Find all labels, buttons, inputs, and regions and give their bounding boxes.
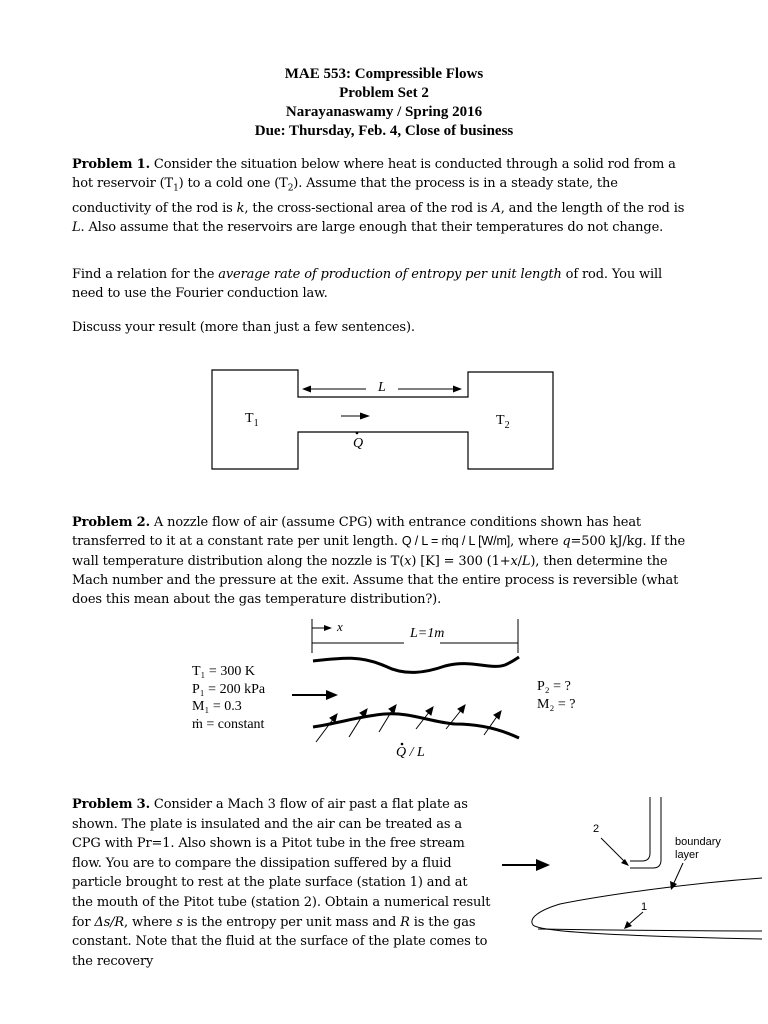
station2-leader bbox=[601, 838, 625, 862]
problem2-heading: Problem 2. bbox=[72, 515, 150, 530]
inlet-pressure: P₁ = 200 kPa bbox=[192, 682, 266, 697]
heat-rate-label: Q / L bbox=[396, 745, 425, 760]
problem-set-title: Problem Set 2 bbox=[339, 85, 429, 101]
x-axis-label: x bbox=[337, 619, 343, 634]
station2-arrow-head bbox=[621, 859, 629, 866]
inlet-mach: M₁ = 0.3 bbox=[192, 699, 242, 714]
nozzle-length-label: L=1m bbox=[410, 626, 445, 641]
outlet-pressure: P₂ = ? bbox=[537, 679, 571, 694]
instructor-term: Narayanaswamy / Spring 2016 bbox=[285, 104, 483, 120]
station1-leader bbox=[628, 912, 643, 925]
t1-label: $T_1$ bbox=[245, 411, 259, 429]
problem2-text: Problem 2. A nozzle flow of air (assume CPG) with entrance conditions shown has heat transferred to it at a constant rate per unit length. Q / L = ṁq / L [W/m], where q=500 kJ/kg. If the wall temperature distribution along the nozzle is T(x) [K] = 300 (1+x/L), then determine the Mach number and the pressure at the exit. Assume that the entire process is reversible (what does this mean about the gas temperature distribution?). bbox=[72, 515, 685, 608]
mass-flow-constant: ṁ = constant bbox=[192, 717, 265, 732]
problem1-find: Find a relation for the average rate of production of entropy per unit length of rod. You will need to use the Fourier conduction law. bbox=[72, 267, 663, 302]
inlet-temperature: T₁ = 300 K bbox=[192, 664, 255, 679]
problem3-text: Problem 3. Consider a Mach 3 flow of air past a flat plate as shown. The plate is insulated and the air can be treated as a CPG with Pr=1. Also shown is a Pitot tube in the free stream flow. You are to compare the dissipation suffered by a fluid particle brought to rest at the plate surface (station 1) and at the mouth of the Pitot tube (station 2). Obtain a numerical result for Δs/R, where s is the entropy per unit mass and R is the gas constant. Note that the fluid at the surface of the plate comes to the recovery bbox=[72, 797, 491, 969]
problem1-heading: Problem 1. bbox=[72, 157, 150, 172]
boundary-layer-leader bbox=[673, 863, 683, 885]
pitot-tube bbox=[630, 797, 661, 868]
boundary-layer-arrow-head bbox=[670, 881, 677, 890]
q-label: Q bbox=[353, 436, 364, 451]
problem1-text: Problem 1. Consider the situation below where heat is conducted through a solid rod from a hot reservoir $(T_1)$ to a cold one $(T_2)$. Assume that the process is in a steady state, the conductivity of the rod is k, the cross-sectional area of the rod is A, and the length of the rod is L. Also assume that the reservoirs are large enough that their temperatures do not change. bbox=[72, 157, 685, 236]
station1-label: 1 bbox=[641, 901, 648, 913]
problem3-heading: Problem 3. bbox=[72, 797, 150, 812]
boundary-layer-label-2: layer bbox=[675, 849, 699, 861]
course-title: MAE 553: Compressible Flows bbox=[284, 66, 484, 82]
boundary-layer-label-1: boundary bbox=[675, 836, 721, 848]
station2-label: 2 bbox=[593, 823, 600, 835]
rod-length-label: L bbox=[378, 380, 386, 395]
plate-inner-line bbox=[538, 929, 762, 931]
due-date: Due: Thursday, Feb. 4, Close of business bbox=[254, 123, 514, 139]
freestream-arrow-head bbox=[536, 859, 550, 871]
outlet-mach: M₂ = ? bbox=[537, 697, 576, 712]
t2-label: $T_2$ bbox=[496, 413, 510, 431]
problem1-discuss: Discuss your result (more than just a few sentences). bbox=[72, 320, 415, 335]
